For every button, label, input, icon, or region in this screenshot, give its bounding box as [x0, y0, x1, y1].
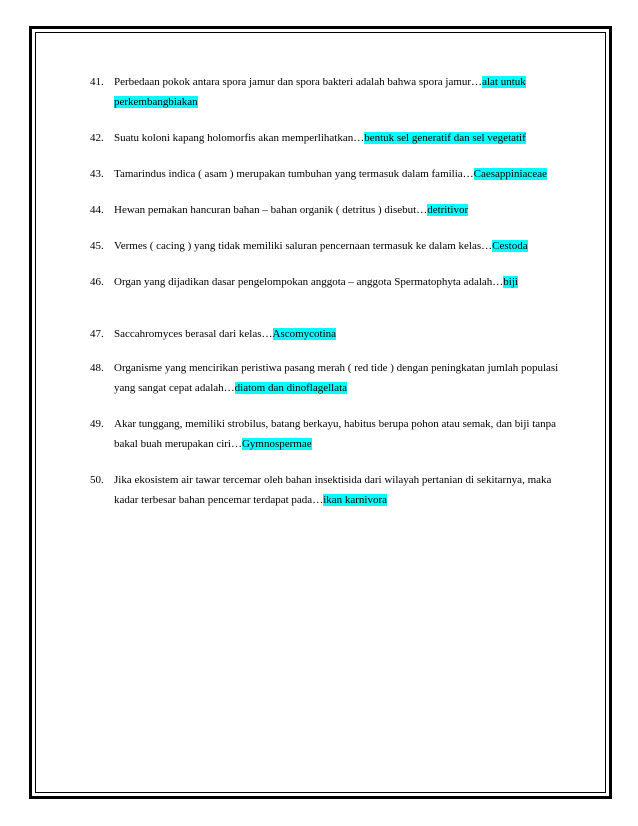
answer-highlight: Caesappiniaceae	[473, 168, 547, 180]
question-body	[114, 414, 560, 454]
question-body	[114, 236, 560, 256]
question-number: 44.	[90, 204, 104, 216]
question-text: Organisme yang mencirikan peristiwa pasang merah ( red tide ) dengan peningkatan jumlah populasi yang sangat cepat adalah…	[114, 362, 559, 394]
question-text: Hewan pemakan hancuran bahan – bahan organik ( detritus ) disebut…	[114, 204, 428, 216]
question-text: Vermes ( cacing ) yang tidak memiliki saluran pencernaan termasuk ke dalam kelas…	[114, 240, 493, 252]
question-number: 45.	[90, 240, 104, 252]
question-47	[90, 324, 560, 344]
question-number: 42.	[90, 132, 104, 144]
question-number: 48.	[90, 362, 104, 374]
question-text: Saccahromyces berasal dari kelas…	[114, 328, 273, 340]
question-number: 50.	[90, 474, 104, 486]
question-body	[114, 324, 560, 344]
question-body	[114, 128, 560, 148]
question-text: Akar tunggang, memiliki strobilus, batang berkayu, habitus berupa pohon atau semak, dan biji tanpa bakal buah merupakan ciri…	[114, 418, 557, 450]
answer-highlight: diatom dan dinoflagellata	[234, 382, 348, 394]
question-number: 46.	[90, 276, 104, 288]
question-text: Tamarindus indica ( asam ) merupakan tumbuhan yang termasuk dalam familia…	[114, 168, 474, 180]
question-text: Organ yang dijadikan dasar pengelompokan anggota – anggota Spermatophyta adalah…	[114, 276, 504, 288]
question-body	[114, 72, 560, 112]
question-text: Perbedaan pokok antara spora jamur dan spora bakteri adalah bahwa spora jamur…	[114, 76, 483, 88]
answer-highlight: ikan karnivora	[323, 494, 388, 506]
question-50	[90, 470, 560, 510]
question-41	[90, 72, 560, 112]
question-49	[90, 414, 560, 454]
question-42	[90, 128, 560, 148]
question-body	[114, 200, 560, 220]
question-list	[90, 72, 560, 510]
question-text: Suatu koloni kapang holomorfis akan memperlihatkan…	[114, 132, 365, 144]
answer-highlight: Gymnospermae	[241, 438, 312, 450]
question-43	[90, 164, 560, 184]
question-number: 49.	[90, 418, 104, 430]
question-48	[90, 358, 560, 398]
question-number: 47.	[90, 328, 104, 340]
question-number: 41.	[90, 76, 104, 88]
question-45	[90, 236, 560, 256]
answer-highlight: biji	[503, 276, 518, 288]
question-46	[90, 272, 560, 292]
question-text: Jika ekosistem air tawar tercemar oleh bahan insektisida dari wilayah pertanian di sekitarnya, maka kadar terbesar bahan pencemar terdapat pada…	[114, 474, 552, 506]
answer-highlight: Cestoda	[492, 240, 528, 252]
answer-highlight: alat untuk perkembangbiakan	[114, 76, 526, 108]
answer-highlight: bentuk sel generatif dan sel vegetatif	[364, 132, 526, 144]
question-body	[114, 164, 560, 184]
question-body	[114, 470, 560, 510]
question-body	[114, 358, 560, 398]
answer-highlight: Ascomycotina	[272, 328, 337, 340]
question-44	[90, 200, 560, 220]
answer-highlight: detritivor	[427, 204, 469, 216]
question-number: 43.	[90, 168, 104, 180]
question-body	[114, 272, 560, 292]
